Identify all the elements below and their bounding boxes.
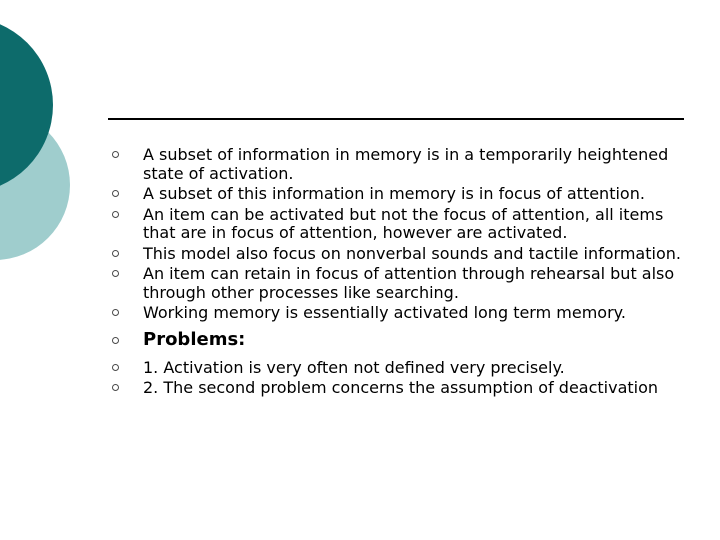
bullet-text: A subset of this information in memory is in focus of attention. [143, 184, 645, 203]
bullet-item [112, 206, 692, 243]
bullet-item [112, 245, 692, 264]
circle-bullet-icon [112, 250, 119, 257]
bullet-item [112, 379, 692, 398]
heading-text: Problems: [143, 328, 246, 350]
bullet-text: An item can retain in focus of attention through rehearsal but also through other processes like searching. [143, 264, 675, 302]
circle-bullet-icon [112, 364, 119, 371]
bullet-text: This model also focus on nonverbal sounds and tactile information. [143, 243, 681, 263]
circle-bullet-icon [112, 211, 119, 218]
circle-bullet-icon [112, 190, 119, 197]
bullet-item [112, 304, 692, 323]
bullet-text: An item can be activated but not the focus of attention, all items that are in focus of attention, however are activated. [143, 204, 664, 242]
bullet-text: Working memory is essentially activated long term memory. [143, 303, 626, 322]
bullet-text: A subset of information in memory is in a temporarily heightened state of activation. [143, 145, 669, 183]
bullet-item [112, 265, 692, 302]
bullet-list [112, 146, 692, 400]
circle-bullet-icon [112, 337, 119, 344]
circle-bullet-icon [112, 309, 119, 316]
circle-bullet-icon [112, 384, 119, 391]
bullet-item [112, 359, 692, 378]
bullet-text: 1. Activation is very often not defined very precisely. [143, 357, 565, 377]
title-divider [108, 118, 684, 120]
bullet-text: 2. The second problem concerns the assumption of deactivation [143, 378, 659, 397]
circle-bullet-icon [112, 151, 119, 158]
decorative-circles [0, 0, 90, 300]
bullet-item [112, 185, 692, 204]
circle-bullet-icon [112, 270, 119, 277]
bullet-item [112, 146, 692, 183]
section-heading-problems [112, 330, 692, 350]
